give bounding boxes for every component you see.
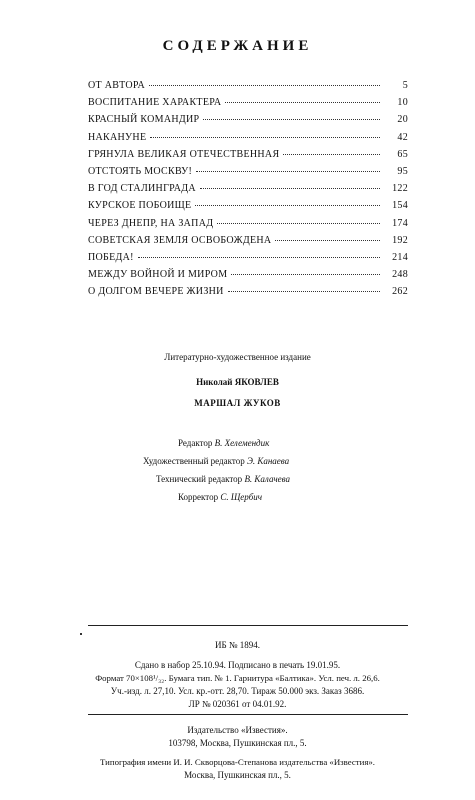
toc-entry[interactable] [88, 252, 408, 269]
toc-leader-dots [231, 274, 380, 275]
toc-entry-title: КУРСКОЕ ПОБОИЩЕ [88, 200, 192, 212]
toc-leader-dots [225, 102, 380, 103]
colophon-line-2: Формат 70×108¹/₃₂. Бумага тип. № 1. Гарнитура «Балтика». Усл. печ. л. 26,6. [95, 673, 380, 683]
toc-entry-title: ОТ АВТОРА [88, 80, 145, 91]
credit-editor [178, 438, 269, 448]
ib-number: ИБ № 1894. [214, 640, 260, 650]
edition-type: Литературно-художественное издание [164, 352, 311, 362]
toc-entry[interactable] [88, 269, 408, 286]
toc-entry[interactable] [88, 132, 408, 149]
toc-leader-dots [150, 137, 380, 138]
toc-entry-page: 65 [397, 148, 408, 160]
printer-name: Типография имени И. И. Скворцова-Степанова издательства «Известия». [100, 757, 375, 767]
toc-leader-dots [275, 240, 380, 241]
toc-entry-title: ПОБЕДА! [88, 251, 134, 263]
colophon-line-4: ЛР № 020361 от 04.01.92. [188, 699, 287, 709]
toc-entry-page: 174 [392, 217, 408, 229]
toc-entry-page: 214 [392, 251, 408, 263]
toc-entry[interactable] [88, 166, 408, 183]
toc-leader-dots [203, 119, 380, 120]
toc-entry[interactable] [88, 183, 408, 200]
credit-tech-editor [156, 474, 290, 484]
toc-entry[interactable] [88, 218, 408, 235]
toc-entry-title: ОТСТОЯТЬ МОСКВУ! [88, 165, 193, 177]
credit-name: В. Хелемендик [214, 438, 270, 448]
credit-role: Корректор [178, 492, 219, 502]
toc-leader-dots [138, 257, 380, 258]
toc-entry-page: 248 [392, 269, 408, 281]
toc-leader-dots [283, 154, 380, 155]
colophon-line-1: Сдано в набор 25.10.94. Подписано в печать 19.01.95. [134, 660, 341, 670]
table-of-contents [88, 80, 408, 303]
toc-entry-title: О ДОЛГОМ ВЕЧЕРЕ ЖИЗНИ [88, 286, 224, 298]
toc-entry-page: 122 [392, 183, 408, 195]
toc-entry-page: 192 [392, 234, 408, 246]
toc-entry[interactable] [88, 80, 408, 97]
credit-role: Редактор [178, 438, 213, 448]
publisher-address: 103798, Москва, Пушкинская пл., 5. [168, 738, 307, 748]
toc-leader-dots [200, 188, 380, 189]
publisher-name: Издательство «Известия». [187, 725, 288, 735]
toc-entry-page: 262 [392, 286, 408, 298]
toc-entry[interactable] [88, 97, 408, 114]
toc-entry[interactable] [88, 149, 408, 166]
contents-heading: СОДЕРЖАНИЕ [162, 38, 313, 54]
colophon-line-3: Уч.-изд. л. 27,10. Усл. кр.-отт. 28,70. Тираж 50.000 экз. Заказ 3686. [110, 686, 365, 696]
stray-dot [80, 633, 82, 635]
credit-art-editor [143, 456, 289, 466]
toc-entry-page: 5 [402, 80, 408, 91]
toc-entry-title: ГРЯНУЛА ВЕЛИКАЯ ОТЕЧЕСТВЕННАЯ [88, 148, 280, 160]
credit-name: Э. Канаева [246, 456, 290, 466]
toc-leader-dots [149, 85, 380, 86]
bottom-rule [88, 714, 408, 715]
toc-entry-title: КРАСНЫЙ КОМАНДИР [88, 114, 200, 126]
author-name: Николай ЯКОВЛЕВ [196, 377, 279, 387]
top-rule [88, 625, 408, 626]
credit-role: Художественный редактор [143, 456, 245, 466]
toc-entry[interactable] [88, 114, 408, 131]
toc-entry[interactable] [88, 286, 408, 303]
toc-entry-page: 95 [397, 165, 408, 177]
toc-entry-page: 20 [397, 114, 408, 126]
toc-leader-dots [217, 223, 380, 224]
toc-entry-title: В ГОД СТАЛИНГРАДА [88, 183, 196, 195]
toc-leader-dots [195, 205, 380, 206]
toc-entry-page: 154 [392, 200, 408, 212]
toc-entry-page: 10 [397, 97, 408, 109]
toc-leader-dots [196, 171, 380, 172]
credit-name: В. Калачева [244, 474, 290, 484]
toc-entry-title: ЧЕРЕЗ ДНЕПР, НА ЗАПАД [88, 217, 214, 229]
toc-entry[interactable] [88, 235, 408, 252]
toc-entry-title: ВОСПИТАНИЕ ХАРАКТЕРА [88, 97, 222, 109]
printer-address: Москва, Пушкинская пл., 5. [184, 770, 291, 780]
credit-name: С. Щербич [220, 492, 263, 502]
book-title: МАРШАЛ ЖУКОВ [194, 398, 281, 408]
toc-entry[interactable] [88, 200, 408, 217]
toc-entry-page: 42 [397, 131, 408, 143]
toc-entry-title: МЕЖДУ ВОЙНОЙ И МИРОМ [88, 269, 228, 281]
credit-role: Технический редактор [156, 474, 243, 484]
toc-leader-dots [228, 291, 380, 292]
credit-proofreader [178, 492, 262, 502]
toc-entry-title: СОВЕТСКАЯ ЗЕМЛЯ ОСВОБОЖДЕНА [88, 234, 272, 246]
toc-entry-title: НАКАНУНЕ [88, 131, 147, 143]
